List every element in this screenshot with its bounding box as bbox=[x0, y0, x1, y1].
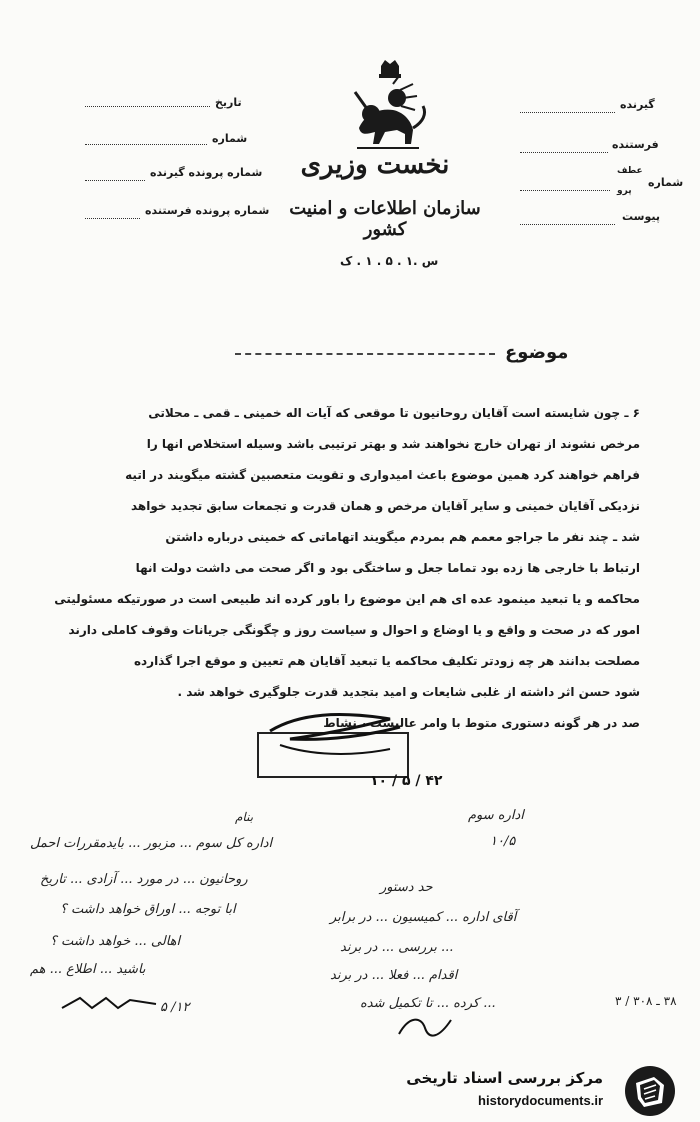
watermark bbox=[406, 1063, 688, 1118]
body-line: شود حسن اثر داشته از غلبی شایعات و امید بتجدید قدرت جلوگیری خواهد شد . bbox=[177, 685, 640, 699]
number-label-right: شماره bbox=[648, 176, 684, 189]
sender-file-label: شماره پرونده فرستنده bbox=[145, 204, 270, 217]
file-code: ۳۸ ـ ۳۰۸ / ۳ bbox=[615, 994, 677, 1008]
body-line: فراهم خواهند کرد همین موضوع باعث امیدواری و تقویت متعصبین گشته میگویند در اتیه bbox=[125, 468, 640, 482]
body-line: ۶ ـ چون شایسته است آقایان روحانیون تا موقعی که آیات اله خمینی ـ قمی ـ محلاتی bbox=[148, 406, 640, 420]
history-documents-logo-icon bbox=[624, 1065, 676, 1117]
handwriting-right-line: ... بررسی ... در برند bbox=[340, 940, 454, 955]
handwriting-middle-top: اداره سوم bbox=[468, 808, 524, 823]
sender-label: فرستنده bbox=[612, 138, 659, 151]
attachment-label: پیوست bbox=[622, 210, 660, 223]
letterhead-title: نخست وزیری bbox=[300, 150, 450, 180]
body-line: مرخص نشوند از تهران خارج نخواهند شد و بهتر ترتیبی باشد وسیله استخلاص انها را bbox=[146, 437, 640, 451]
body-line: ارتباط با خارجی ها زده بود تماما جعل و ساختگی بود و اگر صحت می داشت دولت انها bbox=[135, 561, 640, 575]
handwriting-left-date: ۱۲/ ۵ bbox=[160, 1000, 190, 1015]
left-bottom-scribble bbox=[60, 990, 160, 1020]
subject-label: موضوع bbox=[505, 342, 569, 363]
reference-code: س .۱ . ۵ . ۱ . ک bbox=[340, 254, 439, 268]
handwriting-left-line: روحانیون ... در مورد ... آزادی ... تاریخ bbox=[40, 872, 248, 887]
subject-line bbox=[235, 353, 495, 355]
handwriting-middle-date: ۱۰/۵ bbox=[490, 834, 516, 849]
number-line-left bbox=[85, 144, 207, 145]
sender-file-line bbox=[85, 218, 140, 219]
atf-label: عطف bbox=[617, 166, 643, 176]
watermark-url: historydocuments.ir bbox=[478, 1093, 603, 1108]
body-line: محاکمه و یا تبعید مینمود عده ای هم این موضوع را باور کرده اند طبیعی است در صورتیکه مسئولیتی bbox=[54, 592, 640, 606]
body-line: مصلحت بدانند هر چه زودتر تکلیف محاکمه یا تبعید آقایان هم تعیین و موقع اجرا گذارده bbox=[133, 654, 640, 668]
recipient-line bbox=[520, 112, 615, 113]
handwriting-left-line: اهالی ... خواهد داشت ؟ bbox=[50, 934, 181, 949]
recipient-label: گیرنده bbox=[620, 98, 655, 111]
watermark-name: مرکز بررسی اسناد تاریخی bbox=[406, 1069, 603, 1087]
handwriting-right-line: آقای اداره ... کمیسیون ... در برابر bbox=[330, 910, 517, 925]
date-label: تاریخ bbox=[215, 96, 242, 109]
lion-and-sun-emblem-icon bbox=[345, 58, 435, 158]
sender-line bbox=[520, 152, 608, 153]
handwriting-left-line: باشید ... اطلاع ... هم bbox=[30, 962, 146, 977]
handwriting-left-header: بنام bbox=[235, 810, 254, 824]
handwriting-right-line: ... کرده ... تا تکمیل شده bbox=[360, 996, 496, 1011]
letterhead-organization: سازمان اطلاعات و امنیت کشور bbox=[289, 198, 481, 240]
signature-and-stamp bbox=[250, 705, 443, 795]
attachment-line bbox=[520, 224, 615, 225]
body-line: نزدیکی آقایان خمینی و سایر آقایان مرخص و همان قدرت و تجمعات سابق تجدید خواهد bbox=[131, 499, 640, 513]
number-label-left: شماره bbox=[212, 132, 248, 145]
body-line: امور که در صحت و واقع و یا اوضاع و احوال و سیاست روز و چگونگی جریانات وقوف کاملی دارند bbox=[68, 623, 640, 637]
recipient-file-line bbox=[85, 180, 145, 181]
date-line bbox=[85, 106, 210, 107]
number-line-right bbox=[520, 190, 610, 191]
parvande-label: پرو bbox=[617, 186, 632, 196]
recipient-file-label: شماره پرونده گیرنده bbox=[150, 166, 263, 179]
letter-body bbox=[54, 398, 640, 739]
body-line: شد ـ چند نفر ما جراجو معمم هم بمردم میگویند اتهاماتی که خمینی درباره داشتن bbox=[165, 530, 640, 544]
handwriting-right-header: حد دستور bbox=[380, 880, 433, 895]
handwritten-signature bbox=[395, 1012, 455, 1042]
handwriting-right-line: اقدام ... فعلا ... در برند bbox=[330, 968, 458, 983]
stamp-date: ۱۰ / ۵ / ۴۲ bbox=[370, 773, 443, 789]
handwriting-left-line: ابا توجه ... اوراق خواهد داشت ؟ bbox=[60, 902, 236, 917]
body-line: صد در هر گونه دستوری متوط با وامر عالیست ، نشاط bbox=[323, 716, 640, 730]
handwriting-left-line: اداره کل سوم ... مزبور ... بایدمقررات احمل bbox=[30, 836, 273, 851]
